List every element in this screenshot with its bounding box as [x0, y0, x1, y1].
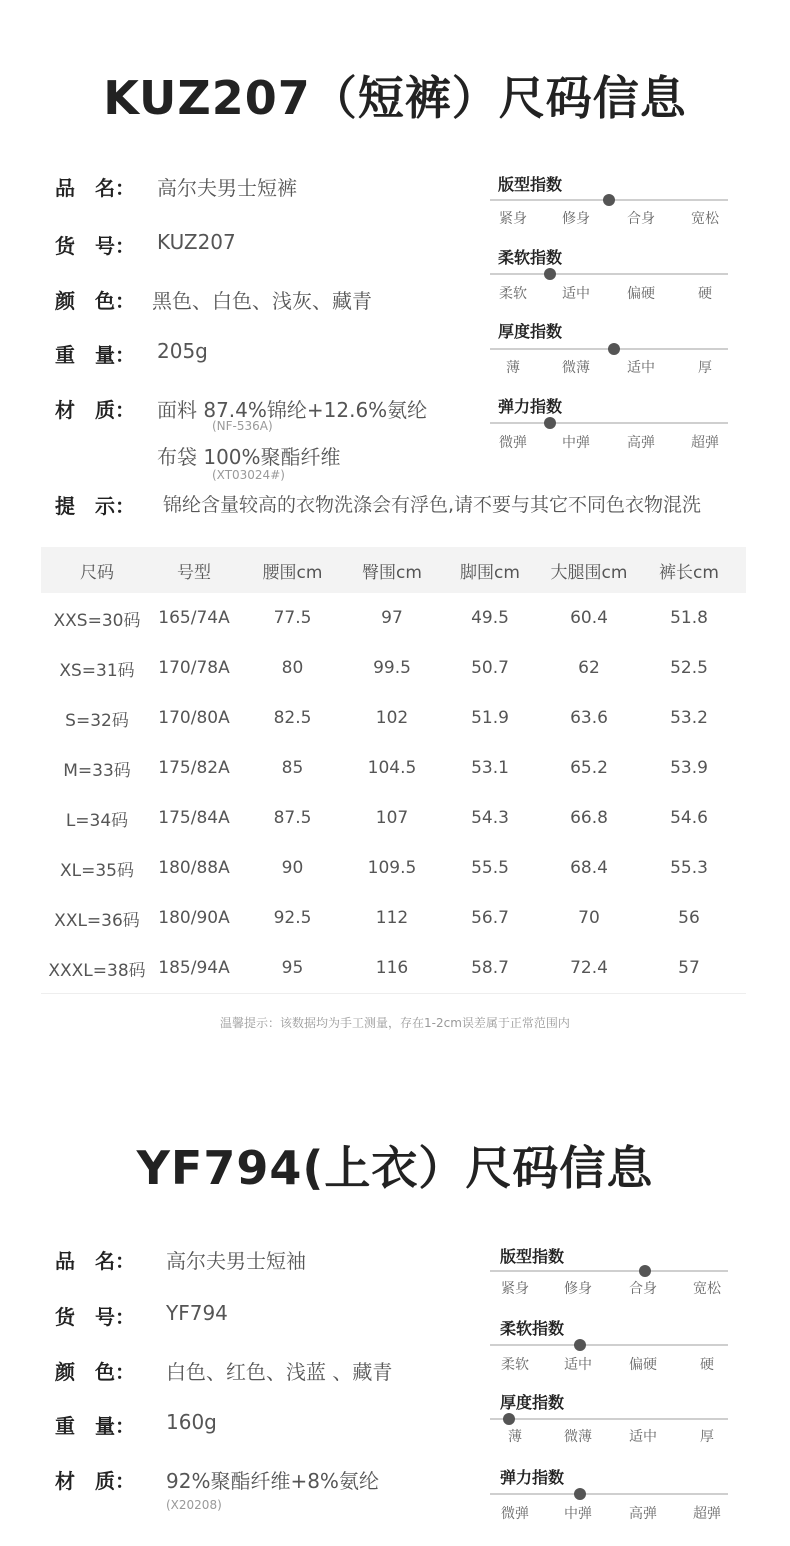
index-title: 厚度指数 [498, 322, 563, 341]
index-tick: 微弹 [501, 1506, 529, 1522]
index-tick: 合身 [629, 1281, 657, 1297]
table-cell: XS=31码 [59, 660, 135, 681]
index-tick: 合身 [627, 211, 655, 227]
table-cell: 51.8 [670, 608, 708, 628]
product-colors: 黑色、白色、浅灰、藏青 [152, 289, 372, 313]
index-marker [603, 194, 615, 206]
table-cell: 53.1 [471, 758, 509, 778]
table-cell: 50.7 [471, 658, 509, 678]
index-tick: 紧身 [501, 1281, 529, 1297]
index-fit [490, 1242, 728, 1316]
table-cell: 66.8 [570, 808, 608, 828]
table-cell: L=34码 [65, 810, 129, 831]
index-track [490, 1344, 728, 1346]
table-body [41, 593, 746, 993]
index-tick: 柔软 [499, 286, 527, 302]
table-cell: 63.6 [570, 708, 608, 728]
table-cell: 70 [578, 908, 600, 928]
product-name: 高尔夫男士短裤 [157, 176, 297, 200]
table-cell: 116 [375, 958, 409, 978]
index-panel [490, 1242, 728, 1539]
table-cell: 80 [281, 658, 304, 678]
header-cell: 尺码 [80, 562, 114, 583]
table-cell: 56.7 [471, 908, 509, 928]
color-label: 颜 色： [55, 289, 135, 313]
index-tick: 紧身 [499, 211, 527, 227]
table-cell: 99.5 [373, 658, 411, 678]
table-cell: XXXL=38码 [48, 960, 146, 981]
header-cell: 号型 [177, 562, 211, 583]
table-cell: 51.9 [471, 708, 509, 728]
index-title: 版型指数 [498, 175, 563, 194]
index-marker [639, 1265, 651, 1277]
index-tick: 修身 [562, 211, 590, 227]
index-marker [544, 417, 556, 429]
material-fabric-code: (X20208) [166, 1498, 222, 1512]
table-cell: 102 [375, 708, 409, 728]
table-cell: 170/80A [158, 708, 230, 728]
table-cell: 95 [281, 958, 304, 978]
index-tick: 高弹 [629, 1506, 657, 1522]
table-cell: XXL=36码 [54, 910, 140, 931]
table-row [41, 693, 746, 743]
index-tick: 微薄 [562, 360, 590, 376]
index-tick: 偏硬 [627, 286, 655, 302]
table-cell: 112 [375, 908, 409, 928]
code-label: 货 号： [55, 234, 135, 258]
table-bottom-divider [41, 993, 746, 994]
table-cell: 97 [381, 608, 403, 628]
table-cell: 60.4 [570, 608, 608, 628]
index-title: 厚度指数 [500, 1393, 565, 1412]
table-cell: 77.5 [273, 608, 312, 628]
index-thickness [490, 1390, 728, 1465]
index-tick: 修身 [564, 1281, 592, 1297]
table-cell: 92.5 [273, 908, 312, 928]
table-cell: 170/78A [158, 658, 230, 678]
table-cell: S=32码 [65, 710, 129, 731]
index-title: 弹力指数 [500, 1468, 565, 1487]
table-cell: XL=35码 [60, 860, 134, 881]
index-tick: 偏硬 [629, 1357, 657, 1373]
table-cell: 185/94A [158, 958, 230, 978]
index-tick: 中弹 [564, 1506, 592, 1522]
index-tick: 薄 [506, 360, 520, 376]
index-tick: 适中 [629, 1429, 657, 1445]
table-cell: 54.3 [471, 808, 509, 828]
table-cell: 55.3 [670, 858, 708, 878]
index-track [490, 1493, 728, 1495]
table-row [41, 793, 746, 843]
table-cell: 180/88A [158, 858, 230, 878]
index-tick: 厚 [698, 360, 712, 376]
table-cell: 53.2 [670, 708, 708, 728]
table-cell: 109.5 [367, 858, 417, 878]
index-softness [490, 245, 728, 319]
index-track [490, 273, 728, 275]
weight-label: 重 量： [55, 343, 135, 367]
table-cell: 104.5 [367, 758, 417, 778]
product-colors: 白色、红色、浅蓝 、藏青 [166, 1360, 393, 1384]
table-cell: 62 [578, 658, 600, 678]
index-tick: 适中 [564, 1357, 592, 1373]
code-label: 货 号： [55, 1305, 135, 1329]
index-elasticity [490, 1465, 728, 1539]
header-cell: 大腿围cm [550, 562, 628, 583]
header-cell: 臀围cm [362, 562, 422, 583]
header-cell: 腰围cm [262, 562, 323, 583]
table-cell: 82.5 [273, 708, 312, 728]
index-track [490, 1270, 728, 1272]
index-tick: 宽松 [693, 1281, 721, 1297]
table-cell: 165/74A [158, 608, 230, 628]
material-pocket-code: (XT03024#) [212, 468, 285, 482]
index-tick: 微薄 [564, 1429, 592, 1445]
material-label: 材 质： [55, 1469, 135, 1493]
table-cell: 53.9 [670, 758, 708, 778]
table-cell: M=33码 [63, 760, 131, 781]
index-marker [608, 343, 620, 355]
index-tick: 薄 [508, 1429, 522, 1445]
header-cell: 裤长cm [659, 562, 719, 583]
wash-tip: 锦纶含量较高的衣物洗涤会有浮色,请不要与其它不同色衣物混洗 [163, 494, 702, 516]
index-title: 柔软指数 [500, 1319, 565, 1338]
table-row [41, 943, 746, 993]
index-track [490, 422, 728, 424]
table-row [41, 893, 746, 943]
index-track [490, 1418, 728, 1420]
table-cell: 58.7 [471, 958, 509, 978]
material-fabric: 92%聚酯纤维+8%氨纶 [166, 1469, 379, 1493]
index-tick: 高弹 [627, 435, 655, 451]
weight-label: 重 量： [55, 1414, 135, 1438]
product-name: 高尔夫男士短袖 [166, 1249, 306, 1273]
table-cell: 56 [678, 908, 700, 928]
index-fit [490, 170, 728, 245]
material-fabric: 面料 87.4%锦纶+12.6%氨纶 [157, 398, 428, 422]
index-tick: 适中 [627, 360, 655, 376]
index-tick: 超弹 [693, 1506, 721, 1522]
index-title: 柔软指数 [498, 248, 563, 267]
table-cell: 85 [281, 758, 304, 778]
material-label: 材 质： [55, 398, 135, 422]
table-cell: 180/90A [158, 908, 230, 928]
measurement-note: 温馨提示：该数据均为手工测量，存在1-2cm误差属于正常范围内 [220, 1016, 570, 1030]
table-row [41, 843, 746, 893]
section2-title: YF794(上衣）尺码信息 [136, 1141, 654, 1195]
material-fabric-code: (NF-536A) [212, 419, 273, 433]
product-code: YF794 [166, 1301, 228, 1325]
index-tick: 中弹 [562, 435, 590, 451]
table-cell: 65.2 [570, 758, 608, 778]
product-weight: 205g [157, 339, 208, 363]
index-thickness [490, 319, 728, 394]
table-cell: XXS=30码 [53, 610, 141, 631]
size-table [41, 547, 746, 994]
tip-label: 提 示： [55, 494, 135, 518]
index-tick: 柔软 [501, 1357, 529, 1373]
index-tick: 微弹 [499, 435, 527, 451]
table-cell: 175/82A [158, 758, 230, 778]
index-tick: 硬 [698, 286, 712, 302]
header-cell: 脚围cm [460, 562, 520, 583]
section1-title: KUZ207（短裤）尺码信息 [103, 71, 687, 125]
name-label: 品 名： [55, 176, 135, 200]
index-panel [490, 170, 728, 468]
product-code: KUZ207 [157, 230, 236, 254]
table-cell: 49.5 [471, 608, 509, 628]
index-softness [490, 1316, 728, 1390]
table-cell: 72.4 [570, 958, 608, 978]
table-row [41, 643, 746, 693]
product-weight: 160g [166, 1410, 217, 1434]
index-tick: 厚 [700, 1429, 714, 1445]
index-marker [574, 1488, 586, 1500]
table-cell: 52.5 [670, 658, 708, 678]
table-cell: 90 [281, 858, 304, 878]
table-row [41, 743, 746, 793]
index-tick: 超弹 [691, 435, 719, 451]
index-elasticity [490, 394, 728, 468]
color-label: 颜 色： [55, 1360, 135, 1384]
table-cell: 68.4 [570, 858, 608, 878]
table-cell: 175/84A [158, 808, 230, 828]
index-title: 版型指数 [500, 1247, 565, 1266]
index-title: 弹力指数 [498, 397, 563, 416]
table-cell: 55.5 [471, 858, 509, 878]
index-marker [503, 1413, 515, 1425]
index-marker [574, 1339, 586, 1351]
table-cell: 87.5 [273, 808, 312, 828]
table-cell: 107 [375, 808, 409, 828]
table-header [41, 547, 746, 593]
table-row [41, 593, 746, 643]
index-marker [544, 268, 556, 280]
table-cell: 57 [678, 958, 700, 978]
name-label: 品 名： [55, 1249, 135, 1273]
table-cell: 54.6 [670, 808, 708, 828]
index-tick: 宽松 [691, 211, 719, 227]
index-tick: 硬 [700, 1357, 714, 1373]
material-pocket: 布袋 100%聚酯纤维 [157, 445, 341, 469]
index-tick: 适中 [562, 286, 590, 302]
